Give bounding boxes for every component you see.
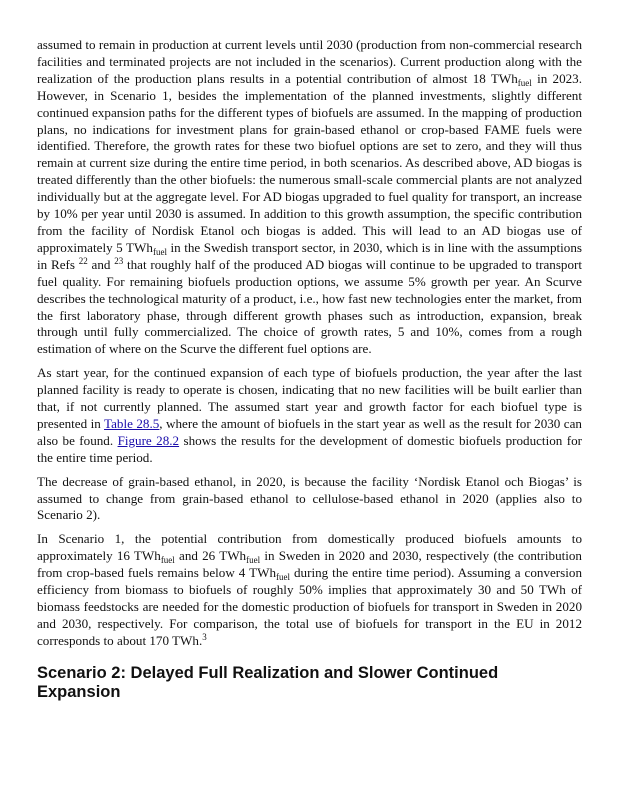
paragraph-grain-ethanol-decrease bbox=[37, 474, 582, 525]
paragraph-scenario-1-contribution bbox=[37, 531, 582, 649]
text-run: during the entire time period). Assuming a conversion efficiency from biomass to biofuels of roughly 50% implies that approximately 30 and 50 TWh of biomass feedstocks are needed for the domestic production of biofuels for transport in Sweden in 2020 and 2030, respectively. For comparison, the total use of biofuels for transport in the EU in 2012 corresponds to about 170 TWh. bbox=[37, 565, 582, 648]
citation-superscript[interactable]: 22 bbox=[78, 255, 88, 266]
figure-28-2-link[interactable]: Figure 28.2 bbox=[117, 432, 180, 448]
text-run: shows the results for the development of domestic biofuels production for the entire time period. bbox=[37, 432, 582, 465]
text-run: that roughly half of the produced AD biogas will continue to be upgraded to transport fuel quality. For remaining biofuels production options, we assume 5% growth per year. An Scurve describes the technological maturity of a product, i.e., how fast new technologies enter the market, from the first laboratory phase, through different growth phases such as introduction, expansion, break through until fully commercialized. The choice of growth rates, 5 and 10%, comes from a rough estimation of where on the Scurve the different fuel options are. bbox=[37, 256, 583, 357]
text-run: in 2023. However, in Scenario 1, besides the implementation of the planned investments, slightly different continued expansion paths for the different types of biofuels are assumed. In the mapping of production plans, no indications for investment plans for grain-based ethanol or crop-based FAME fuels were identified. Therefore, the growth rates for these two biofuel options are set to zero, and they will thus remain at current size during the entire time period, in both scenarios. As described above, AD biogas is treated differently than the other biofuels: the numerous small-scale commercial plants are not analyzed individually but at the aggregate level. For AD biogas upgraded to fuel quality for transport, an increase by 10% per year until 2030 is assumed. In addition to this growth assumption, the specific contribution from the facility of Nordisk Etanol och biogas is added. This will lead to an AD biogas use of approximately 5 TWh bbox=[37, 70, 582, 255]
text-run: in Sweden in 2020 and 2030, respectively (the contribution from crop-based fuels remains below 4 TWh bbox=[37, 548, 582, 581]
text-run: and 26 TWh bbox=[174, 548, 247, 564]
citation-superscript[interactable]: 3 bbox=[202, 631, 207, 642]
paragraph-production-plans bbox=[37, 37, 582, 358]
document-page bbox=[37, 37, 582, 703]
section-heading: Scenario 2: Delayed Full Realization and Slower Continued Expansion bbox=[37, 663, 499, 702]
text-run: , where the amount of biofuels in the start year as well as the result for 2030 can also be found. bbox=[37, 415, 582, 448]
text-run: assumed to remain in production at current levels until 2030 (production from non-commercial research facilities and terminated projects are not included in the scenarios). Current production along with the realization of the production plans results in a potential contribution of almost 18 TWh bbox=[37, 37, 582, 86]
text-run: The decrease of grain-based ethanol, in 2020, is because the facility ‘Nordisk Etanol och Biogas’ is assumed to change from grain-based ethanol to cellulose-based ethanol in 2020 (applies also to Scenario 2). bbox=[37, 473, 582, 523]
text-run: In Scenario 1, the potential contribution from domestically produced biofuels amounts to approximately 16 TWh bbox=[37, 531, 582, 564]
text-run: in the Swedish transport sector, in 2030, which is in line with the assumptions in Refs bbox=[37, 239, 582, 272]
text-run: and bbox=[87, 256, 115, 272]
citation-superscript[interactable]: 23 bbox=[114, 255, 124, 266]
subscript-fuel: fuel bbox=[152, 246, 167, 257]
subscript-fuel: fuel bbox=[160, 555, 175, 566]
subscript-fuel: fuel bbox=[517, 77, 532, 88]
table-28-5-link[interactable]: Table 28.5 bbox=[104, 415, 160, 431]
text-run: As start year, for the continued expansion of each type of biofuels production, the year after the last planned facility is ready to operate is chosen, indicating that no new facilities will be built earlier than that, if not currently planned. The assumed start year and growth factor for each biofuel type is presented in bbox=[37, 365, 582, 431]
subscript-fuel: fuel bbox=[276, 572, 290, 583]
subscript-fuel: fuel bbox=[246, 555, 261, 566]
paragraph-start-year bbox=[37, 365, 582, 466]
